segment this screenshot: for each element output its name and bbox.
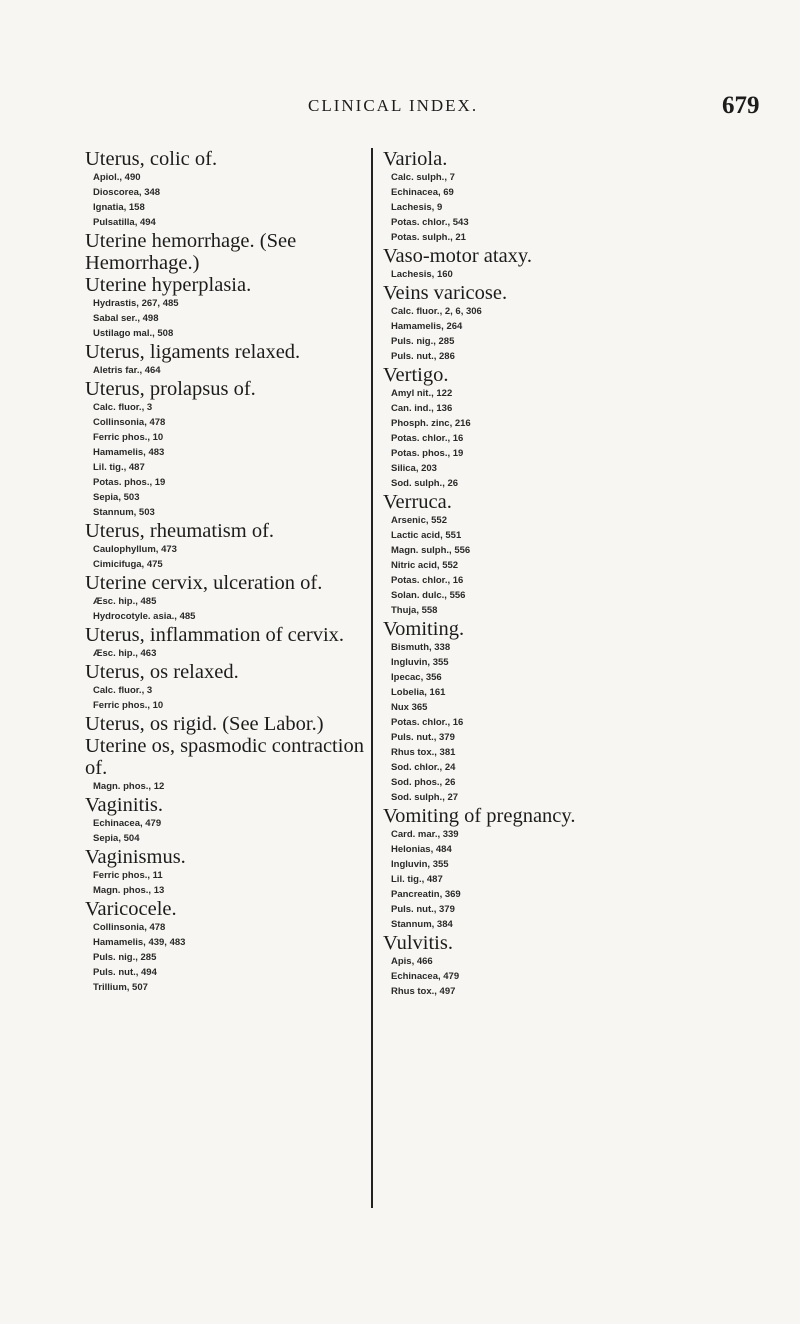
remedy-reference: Sod. sulph., 27 xyxy=(391,792,459,803)
index-entry xyxy=(85,713,367,735)
remedy-reference: Caulophyllum, 473 xyxy=(93,544,177,555)
entry-heading: Vertigo. xyxy=(383,364,449,386)
remedy-reference: Calc. fluor., 3 xyxy=(93,402,153,413)
index-entry xyxy=(85,898,367,995)
index-entry xyxy=(85,274,367,341)
index-entry xyxy=(383,932,783,999)
remedy-reference: Puls. nig., 285 xyxy=(93,952,157,963)
entry-heading: Vomiting of pregnancy. xyxy=(383,805,576,827)
remedy-reference: Stannum, 503 xyxy=(93,507,155,518)
index-entry xyxy=(85,572,367,624)
remedy-reference: Collinsonia, 478 xyxy=(93,922,166,933)
remedy-reference: Puls. nut., 379 xyxy=(391,732,455,743)
remedy-reference: Potas. chlor., 16 xyxy=(391,717,464,728)
remedy-reference: Hydrocotyle. asia., 485 xyxy=(93,611,196,622)
index-entry xyxy=(85,341,367,378)
index-entry xyxy=(85,230,367,274)
remedy-reference: Aletris far., 464 xyxy=(93,365,161,376)
remedy-reference: Sod. sulph., 26 xyxy=(391,478,459,489)
remedy-reference: Bismuth, 338 xyxy=(391,642,451,653)
index-entry xyxy=(85,624,367,661)
remedy-reference: Can. ind., 136 xyxy=(391,403,453,414)
remedy-reference: Calc. fluor., 3 xyxy=(93,685,153,696)
entry-heading: Verruca. xyxy=(383,491,452,513)
remedy-reference: Ferric phos., 10 xyxy=(93,700,164,711)
remedy-reference: Lil. tig., 487 xyxy=(391,874,443,885)
remedy-reference: Lactic acid, 551 xyxy=(391,530,462,541)
entry-heading: Vomiting. xyxy=(383,618,465,640)
remedy-reference: Nitric acid, 552 xyxy=(391,560,459,571)
remedy-reference: Pancreatin, 369 xyxy=(391,889,461,900)
entry-heading: Uterus, inflammation of cervix. xyxy=(85,624,345,646)
column-divider xyxy=(371,148,373,1208)
left-column xyxy=(85,148,367,995)
entry-heading: Uterus, os rigid. (See Labor.) xyxy=(85,713,324,735)
entry-heading: Uterine hemorrhage. (See Hemorrhage.) xyxy=(85,230,297,274)
remedy-reference: Potas. phos., 19 xyxy=(391,448,464,459)
remedy-reference: Dioscorea, 348 xyxy=(93,187,161,198)
remedy-reference: Helonias, 484 xyxy=(391,844,452,855)
remedy-reference: Lachesis, 9 xyxy=(391,202,443,213)
index-entry xyxy=(85,520,367,572)
index-entry xyxy=(85,661,367,713)
page-number: 679 xyxy=(722,92,760,119)
entry-heading: Vaso-motor ataxy. xyxy=(383,245,532,267)
remedy-reference: Puls. nig., 285 xyxy=(391,336,455,347)
remedy-reference: Sepia, 504 xyxy=(93,833,140,844)
remedy-reference: Silica, 203 xyxy=(391,463,437,474)
entry-heading: Uterine cervix, ulceration of. xyxy=(85,572,323,594)
index-entry xyxy=(383,245,783,282)
entry-heading: Uterus, colic of. xyxy=(85,148,218,170)
remedy-reference: Ferric phos., 10 xyxy=(93,432,164,443)
remedy-reference: Potas. chlor., 543 xyxy=(391,217,469,228)
entry-heading: Vulvitis. xyxy=(383,932,453,954)
remedy-reference: Cimicifuga, 475 xyxy=(93,559,163,570)
entry-heading: Veins varicose. xyxy=(383,282,508,304)
remedy-reference: Æsc. hip., 463 xyxy=(93,648,157,659)
remedy-reference: Æsc. hip., 485 xyxy=(93,596,157,607)
remedy-reference: Stannum, 384 xyxy=(391,919,453,930)
entry-heading: Uterus, os relaxed. xyxy=(85,661,239,683)
remedy-reference: Rhus tox., 497 xyxy=(391,986,456,997)
remedy-reference: Ipecac, 356 xyxy=(391,672,442,683)
remedy-reference: Apis, 466 xyxy=(391,956,433,967)
remedy-reference: Hydrastis, 267, 485 xyxy=(93,298,179,309)
index-entry xyxy=(85,794,367,846)
index-entry xyxy=(383,364,783,491)
index-entry xyxy=(383,805,783,932)
index-entry xyxy=(383,491,783,618)
remedy-reference: Hamamelis, 439, 483 xyxy=(93,937,186,948)
remedy-reference: Phosph. zinc, 216 xyxy=(391,418,471,429)
remedy-reference: Ferric phos., 11 xyxy=(93,870,163,881)
entry-heading: Vaginismus. xyxy=(85,846,186,868)
entry-heading: Varicocele. xyxy=(85,898,177,920)
remedy-reference: Pulsatilla, 494 xyxy=(93,217,156,228)
index-entry xyxy=(383,282,783,364)
remedy-reference: Calc. sulph., 7 xyxy=(391,172,455,183)
entry-heading: Uterus, prolapsus of. xyxy=(85,378,256,400)
remedy-reference: Magn. phos., 12 xyxy=(93,781,165,792)
remedy-reference: Ingluvin, 355 xyxy=(391,859,449,870)
remedy-reference: Sabal ser., 498 xyxy=(93,313,159,324)
index-entry xyxy=(383,148,783,245)
remedy-reference: Potas. chlor., 16 xyxy=(391,575,464,586)
index-entry xyxy=(85,846,367,898)
remedy-reference: Lobelia, 161 xyxy=(391,687,446,698)
remedy-reference: Magn. sulph., 556 xyxy=(391,545,471,556)
remedy-reference: Collinsonia, 478 xyxy=(93,417,166,428)
remedy-reference: Trillium, 507 xyxy=(93,982,148,993)
remedy-reference: Potas. phos., 19 xyxy=(93,477,166,488)
remedy-reference: Puls. nut., 494 xyxy=(93,967,157,978)
right-column xyxy=(383,148,783,999)
remedy-reference: Magn. phos., 13 xyxy=(93,885,165,896)
remedy-reference: Lil. tig., 487 xyxy=(93,462,145,473)
remedy-reference: Sepia, 503 xyxy=(93,492,140,503)
entry-heading: Vaginitis. xyxy=(85,794,164,816)
remedy-reference: Ignatia, 158 xyxy=(93,202,145,213)
remedy-reference: Potas. sulph., 21 xyxy=(391,232,466,243)
remedy-reference: Hamamelis, 483 xyxy=(93,447,165,458)
entry-heading: Uterine hyperplasia. xyxy=(85,274,252,296)
entry-heading: Variola. xyxy=(383,148,448,170)
remedy-reference: Potas. chlor., 16 xyxy=(391,433,464,444)
index-entry xyxy=(85,378,367,520)
running-title: CLINICAL INDEX. xyxy=(308,96,479,115)
remedy-reference: Apiol., 490 xyxy=(93,172,141,183)
remedy-reference: Sod. chlor., 24 xyxy=(391,762,456,773)
remedy-reference: Puls. nut., 379 xyxy=(391,904,455,915)
remedy-reference: Echinacea, 479 xyxy=(93,818,162,829)
remedy-reference: Calc. fluor., 2, 6, 306 xyxy=(391,306,482,317)
remedy-reference: Rhus tox., 381 xyxy=(391,747,456,758)
remedy-reference: Card. mar., 339 xyxy=(391,829,459,840)
remedy-reference: Echinacea, 479 xyxy=(391,971,460,982)
remedy-reference: Hamamelis, 264 xyxy=(391,321,463,332)
remedy-reference: Thuja, 558 xyxy=(391,605,438,616)
index-entry xyxy=(85,148,367,230)
remedy-reference: Ingluvin, 355 xyxy=(391,657,449,668)
remedy-reference: Nux 365 xyxy=(391,702,428,713)
page-header xyxy=(0,92,800,126)
entry-heading: Uterus, ligaments relaxed. xyxy=(85,341,301,363)
entry-heading: Uterus, rheumatism of. xyxy=(85,520,275,542)
remedy-reference: Echinacea, 69 xyxy=(391,187,454,198)
index-entry xyxy=(383,618,783,805)
remedy-reference: Puls. nut., 286 xyxy=(391,351,455,362)
entry-heading: Uterine os, spasmodic contraction of. xyxy=(85,735,364,779)
remedy-reference: Sod. phos., 26 xyxy=(391,777,456,788)
remedy-reference: Lachesis, 160 xyxy=(391,269,453,280)
remedy-reference: Arsenic, 552 xyxy=(391,515,447,526)
remedy-reference: Ustilago mal., 508 xyxy=(93,328,174,339)
remedy-reference: Amyl nit., 122 xyxy=(391,388,453,399)
index-entry xyxy=(85,735,367,794)
remedy-reference: Solan. dulc., 556 xyxy=(391,590,466,601)
